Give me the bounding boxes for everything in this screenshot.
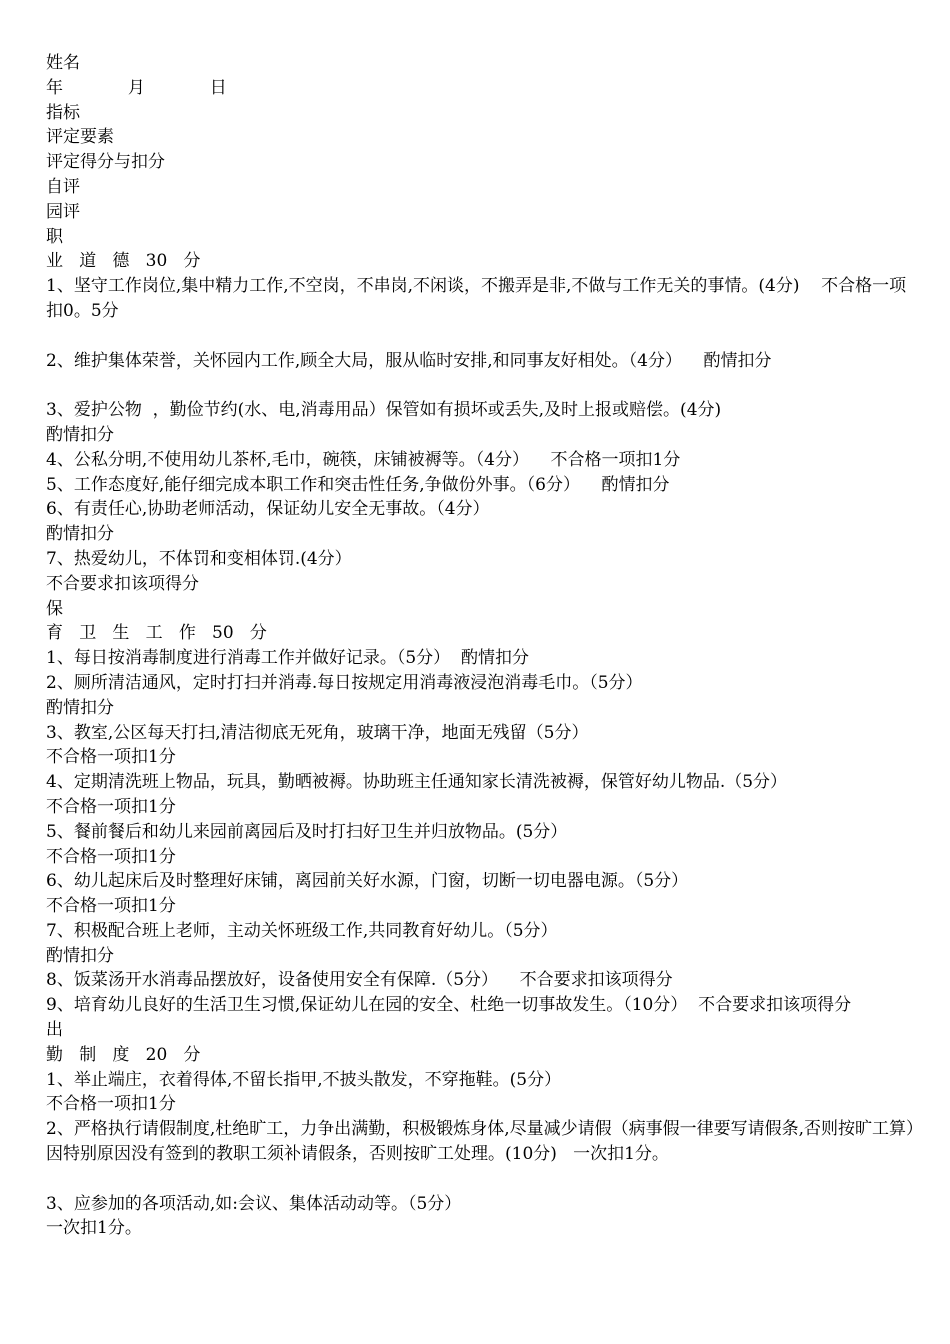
deduction-rule: 酌情扣分 — [46, 424, 114, 445]
section-heading-char: 出 — [46, 1020, 63, 1041]
spacer — [46, 324, 916, 349]
criterion-item: 6、有责任心,协助老师活动，保证幼儿安全无事故。（4分） — [46, 499, 490, 520]
date-line: 年 月 日 — [46, 77, 227, 98]
criterion-item: 4、公私分明,不使用幼儿茶杯,毛巾，碗筷，床铺被褥等。（4分） 不合格一项扣1分 — [46, 449, 681, 470]
deduction-rule: 不合格一项扣1分 — [46, 796, 176, 817]
deduction-rule: 不合格一项扣1分 — [46, 1094, 176, 1115]
section-heading-ethics: 业 道 德 30 分 — [46, 251, 201, 272]
criterion-item: 2、厕所清洁通风，定时打扫并消毒.每日按规定用消毒液浸泡消毒毛巾。（5分） — [46, 672, 643, 693]
spacer — [46, 373, 916, 398]
criterion-item: 7、积极配合班上老师，主动关怀班级工作,共同教育好幼儿。（5分） — [46, 920, 558, 941]
spacer — [46, 1167, 916, 1192]
column-header-school-eval: 园评 — [46, 201, 80, 222]
column-header-indicator: 指标 — [46, 102, 80, 123]
criterion-item: 3、爱护公物 ，勤俭节约(水、电,消毒用品）保管如有损坏或丢失,及时上报或赔偿。(4分) — [46, 400, 722, 421]
criterion-item: 1、每日按消毒制度进行消毒工作并做好记录。（5分） 酌情扣分 — [46, 648, 529, 669]
criterion-item: 6、幼儿起床后及时整理好床铺，离园前关好水源，门窗，切断一切电器电源。（5分） — [46, 871, 689, 892]
deduction-rule: 不合格一项扣1分 — [46, 896, 176, 917]
name-label: 姓名 — [46, 53, 80, 73]
criterion-item: 4、定期清洗班上物品，玩具，勤晒被褥。协助班主任通知家长清洗被褥，保管好幼儿物品.（5分） — [46, 772, 788, 793]
criterion-item: 1、举止端庄，衣着得体,不留长指甲,不披头散发，不穿拖鞋。(5分） — [46, 1069, 562, 1090]
column-header-elements: 评定要素 — [46, 127, 114, 148]
deduction-rule: 不合要求扣该项得分 — [46, 573, 199, 594]
deduction-rule: 酌情扣分 — [46, 945, 114, 966]
section-heading-char: 职 — [46, 226, 63, 247]
criterion-item: 8、饭菜汤开水消毒品摆放好，设备使用安全有保障.（5分） 不合要求扣该项得分 — [46, 970, 673, 991]
deduction-rule: 一次扣1分。 — [46, 1218, 142, 1239]
deduction-rule: 不合格一项扣1分 — [46, 846, 176, 867]
deduction-rule: 酌情扣分 — [46, 697, 114, 718]
deduction-rule: 不合格一项扣1分 — [46, 747, 176, 768]
criterion-item: 7、热爱幼儿，不体罚和变相体罚.(4分） — [46, 548, 352, 569]
document-body — [46, 51, 916, 1241]
section-heading-char: 保 — [46, 598, 63, 619]
criterion-item: 9、培育幼儿良好的生活卫生习惯,保证幼儿在园的安全、杜绝一切事故发生。（10分） 不合要求扣该项得分 — [46, 995, 852, 1016]
criterion-item: 5、工作态度好,能仔细完成本职工作和突击性任务,争做份外事。（6分） 酌情扣分 — [46, 474, 670, 495]
column-header-score: 评定得分与扣分 — [46, 152, 165, 173]
section-heading-hygiene: 育 卫 生 工 作 50 分 — [46, 623, 267, 644]
criterion-item: 3、教室,公区每天打扫,清洁彻底无死角，玻璃干净，地面无残留（5分） — [46, 722, 589, 743]
criterion-item: 2、严格执行请假制度,杜绝旷工，力争出满勤，积极锻炼身体,尽量减少请假（病事假一律要写请假条,否则按旷工算）因特别原因没有签到的教职工须补请假条，否则按旷工处理。(10分) 一次扣1分。 — [46, 1119, 915, 1165]
criterion-item: 5、餐前餐后和幼儿来园前离园后及时打扫好卫生并归放物品。(5分） — [46, 821, 568, 842]
criterion-item: 3、应参加的各项活动,如:会议、集体活动动等。（5分） — [46, 1193, 462, 1214]
criterion-item: 2、维护集体荣誉，关怀园内工作,顾全大局，服从临时安排,和同事友好相处。（4分） 酌情扣分 — [46, 350, 772, 371]
column-header-self-eval: 自评 — [46, 176, 80, 197]
section-heading-attendance: 勤 制 度 20 分 — [46, 1044, 201, 1065]
criterion-item: 1、坚守工作岗位,集中精力工作,不空岗，不串岗,不闲谈，不搬弄是非,不做与工作无关的事情。(4分) 不合格一项扣0。5分 — [46, 276, 907, 321]
deduction-rule: 酌情扣分 — [46, 524, 114, 545]
